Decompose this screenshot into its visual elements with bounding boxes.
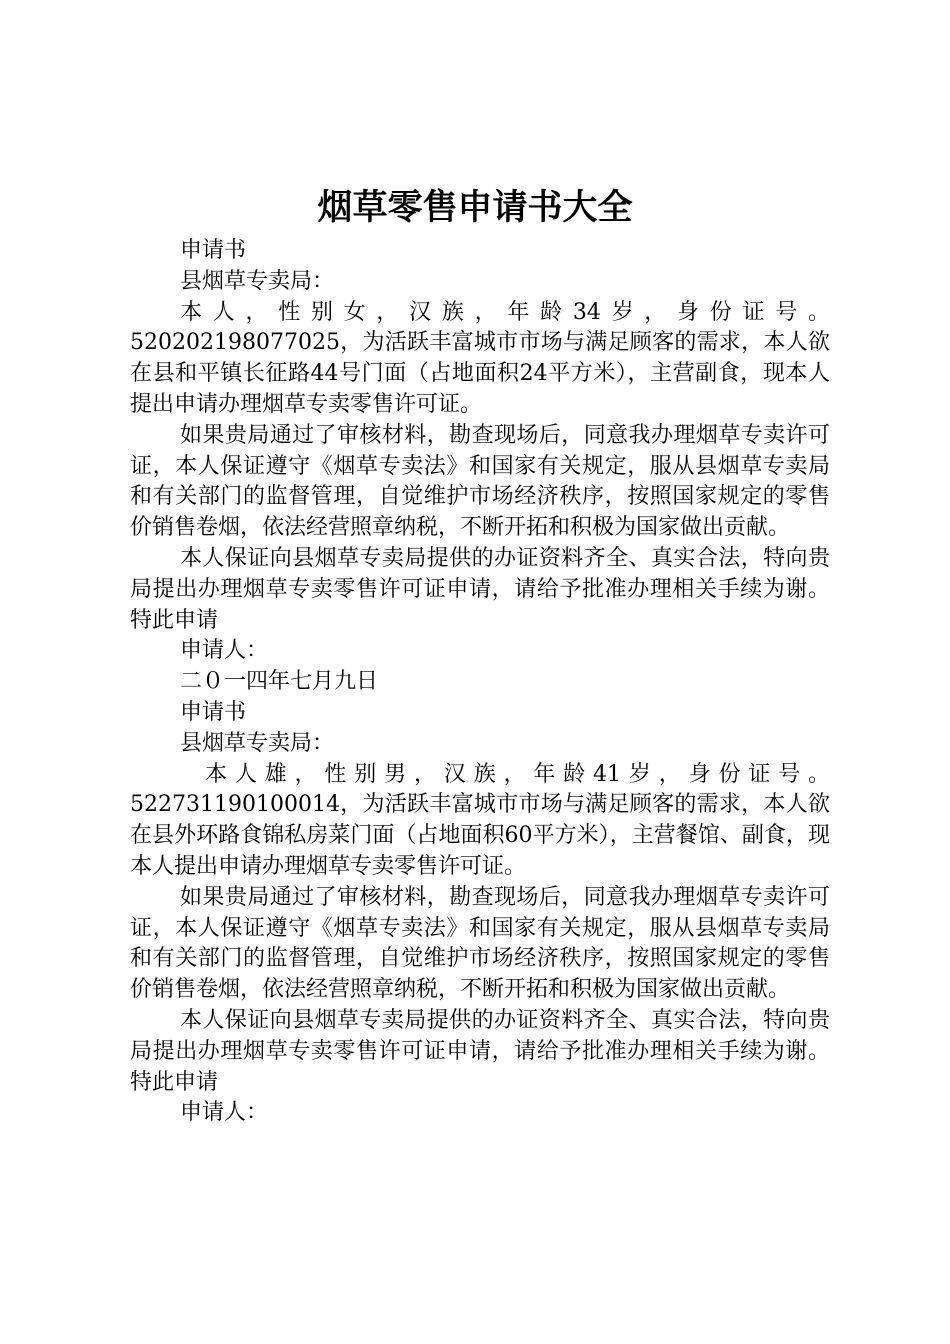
letter1-date: 二０一四年七月九日 (180, 669, 379, 695)
letter1-addressee: 县烟草专卖局： (180, 268, 335, 294)
document-body (130, 236, 830, 1129)
letter2-applicant-label: 申请人： (180, 1100, 269, 1126)
letter2-addressee: 县烟草专卖局： (180, 730, 335, 756)
letter2-heading: 申请书 (180, 699, 247, 725)
letter1-heading: 申请书 (180, 238, 247, 263)
letter2-request-paragraph: 本人保证向县烟草专卖局提供的办证资料齐全、真实合法，特向贵局提出办理烟草专卖零售许可证申请，请给予批准办理相关手续为谢。特此申请 (130, 1007, 830, 1095)
letter2-commitment-paragraph: 如果贵局通过了审核材料，勘查现场后，同意我办理烟草专卖许可证，本人保证遵守《烟草专卖法》和国家有关规定，服从县烟草专卖局和有关部门的监督管理，自觉维护市场经济秩序，按照国家规定的零售价销售卷烟，依法经营照章纳税，不断开拓和积极为国家做出贡献。 (130, 884, 830, 1003)
letter2-intro-line: 本人雄，性别男，汉族，年龄41岁，身份证号。 (205, 761, 830, 787)
letter1-request-paragraph: 本人保证向县烟草专卖局提供的办证资料齐全、真实合法，特向贵局提出办理烟草专卖零售许可证申请，请给予批准办理相关手续为谢。特此申请 (130, 545, 830, 633)
letter1-commitment-paragraph: 如果贵局通过了审核材料，勘查现场后，同意我办理烟草专卖许可证，本人保证遵守《烟草专卖法》和国家有关规定，服从县烟草专卖局和有关部门的监督管理，自觉维护市场经济秩序，按照国家规定的零售价销售卷烟，依法经营照章纳税，不断开拓和积极为国家做出贡献。 (130, 422, 830, 541)
letter1-intro-line: 本人，性别女，汉族，年龄34岁，身份证号。 (180, 299, 830, 325)
document-title: 烟草零售申请书大全 (317, 188, 633, 228)
letter1-intro-paragraph: 520202198077025，为活跃丰富城市市场与满足顾客的需求，本人欲在县和平镇长征路44号门面（占地面积24平方米），主营副食，现本人提出申请办理烟草专卖零售许可证。 (130, 330, 830, 417)
letter1-applicant-label: 申请人： (180, 638, 269, 664)
letter2-intro-paragraph: 522731190100014，为活跃丰富城市市场与满足顾客的需求，本人欲在县外环路食锦私房菜门面（占地面积60平方米），主营餐馆、副食，现本人提出申请办理烟草专卖零售许可证。 (130, 792, 830, 879)
